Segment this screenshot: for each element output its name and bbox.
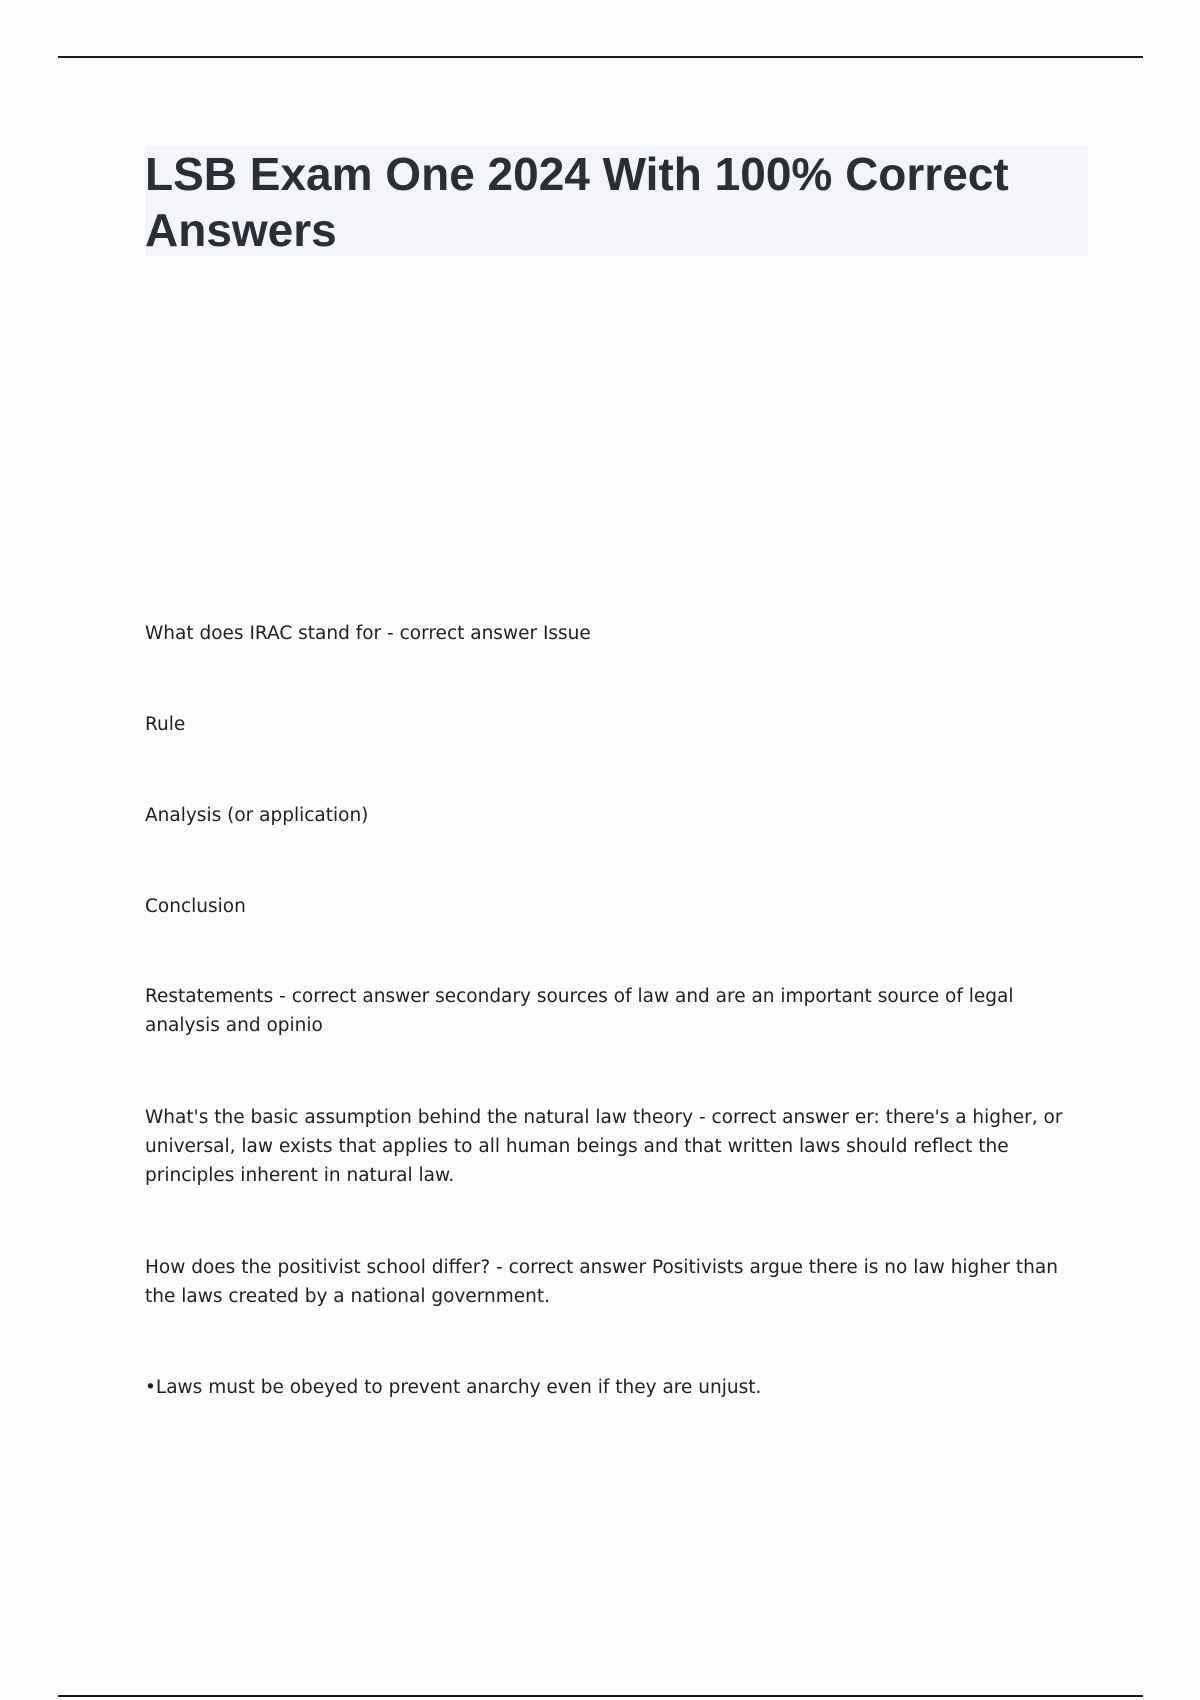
paragraph-rule: Rule bbox=[145, 714, 186, 735]
paragraph-irac-question: What does IRAC stand for - correct answer Issue bbox=[145, 623, 591, 644]
top-rule bbox=[58, 56, 1143, 58]
paragraph-restatements: Restatements - correct answer secondary sources of law and are an important source of legal analysis and opinio bbox=[145, 986, 1014, 1036]
paragraph-positivist-school: How does the positivist school differ? - correct answer Positivists argue there is no law higher than the laws created by a national government. bbox=[145, 1257, 1058, 1307]
paragraph-conclusion: Conclusion bbox=[145, 896, 246, 917]
bottom-rule bbox=[58, 1695, 1143, 1697]
paragraph-natural-law: What's the basic assumption behind the natural law theory - correct answer er: there's a higher, or universal, law exists that applies to all human beings and that written laws should reflect the principles inherent in natural law. bbox=[145, 1107, 1063, 1186]
paragraph-laws-obeyed: •Laws must be obeyed to prevent anarchy even if they are unjust. bbox=[145, 1377, 762, 1398]
paragraph-analysis: Analysis (or application) bbox=[145, 805, 369, 826]
document-title: LSB Exam One 2024 With 100% Correct Answers bbox=[145, 148, 1009, 256]
